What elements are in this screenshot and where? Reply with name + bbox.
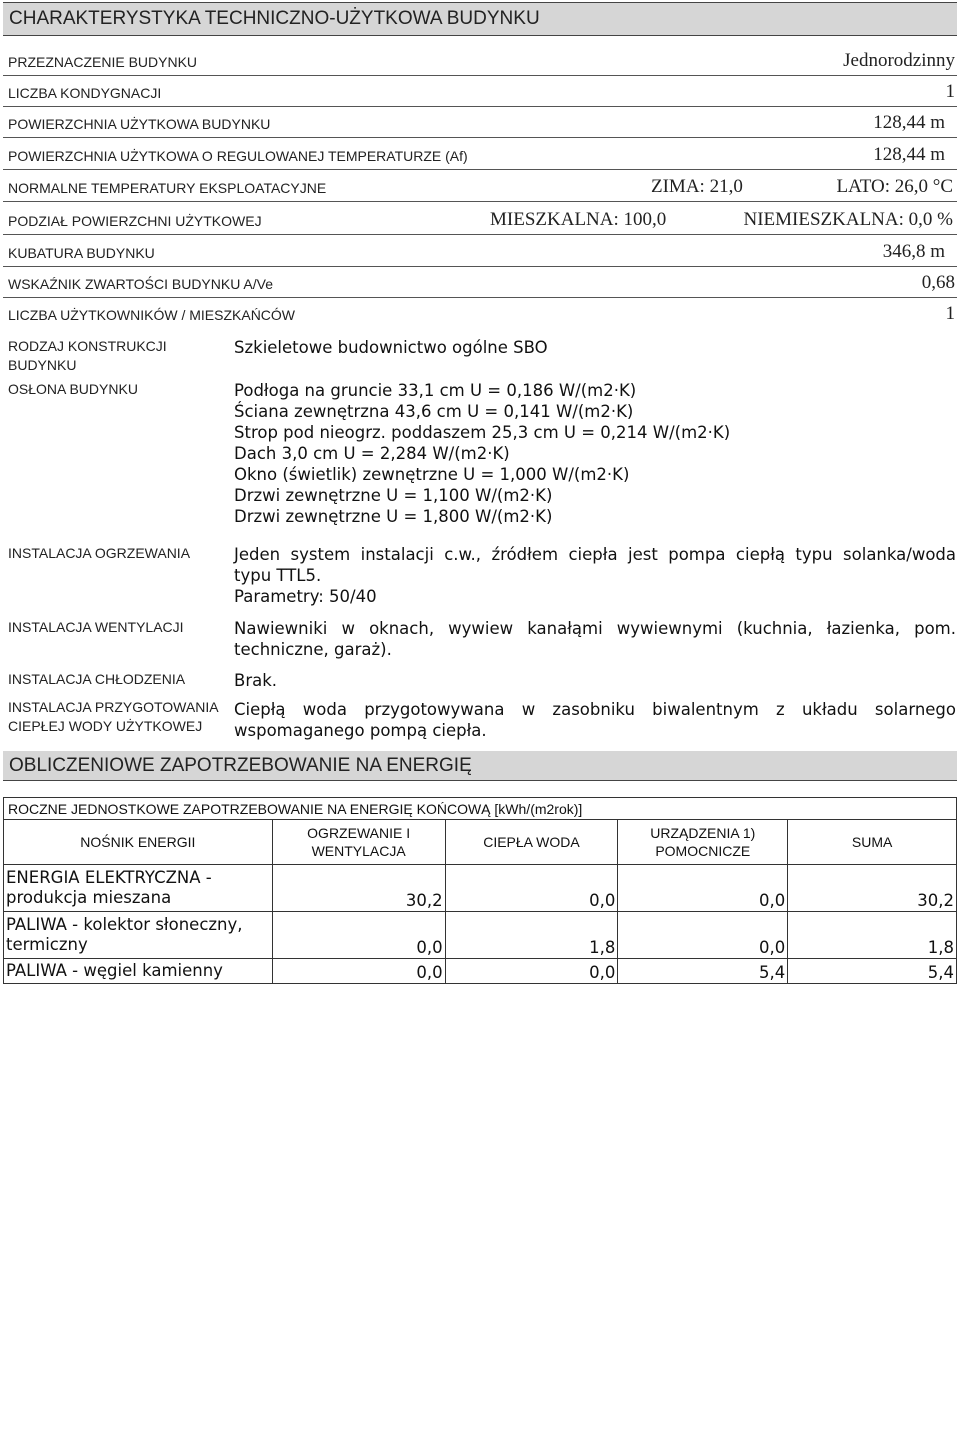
label-line: CIEPŁEJ WODY UŻYTKOWEJ (8, 718, 203, 734)
carrier-line: termiczny (6, 935, 88, 954)
row-volume (3, 236, 957, 267)
header-carrier: NOŚNIK ENERGII (4, 820, 273, 865)
section-title: OBLICZENIOWE ZAPOTRZEBOWANIE NA ENERGIĘ (9, 755, 472, 776)
envelope-list (234, 380, 956, 527)
construction-label (8, 337, 167, 375)
cooling-label: INSTALACJA CHŁODZENIA (8, 671, 186, 687)
hot-water-value (234, 699, 956, 741)
heating-cell: 30,2 (272, 865, 445, 912)
heating-value (234, 544, 956, 607)
envelope-item: Ściana zewnętrzna 43,6 cm U = 0,141 W/(m2·K) (234, 402, 634, 421)
heating-cell: 0,0 (272, 959, 445, 984)
heating-line: Parametry: 50/40 (234, 587, 377, 606)
row-value-nonresidential: NIEMIESZKALNA: 0,0 % (743, 209, 953, 230)
envelope-item: Drzwi zewnętrzne U = 1,800 W/(m2·K) (234, 507, 553, 526)
row-floor-count (3, 76, 957, 107)
carrier-cell (4, 912, 273, 959)
header-sum: SUMA (788, 820, 957, 865)
label-line: INSTALACJA PRZYGOTOWANIA (8, 699, 219, 715)
carrier-line: ENERGIA ELEKTRYCZNA - (6, 868, 212, 887)
row-compactness (3, 267, 957, 298)
label-line: BUDYNKU (8, 357, 77, 373)
row-occupants (3, 298, 957, 328)
hot-water-cell: 0,0 (445, 959, 618, 984)
hot-water-line: wspomaganego pompą ciepła. (234, 721, 487, 740)
row-label: LICZBA KONDYGNACJI (8, 85, 162, 101)
table-row (4, 959, 957, 984)
header-hot-water: CIEPŁA WODA (445, 820, 618, 865)
table-row (4, 865, 957, 912)
construction-value: Szkieletowe budownictwo ogólne SBO (234, 338, 548, 357)
row-value: 346,8 m (882, 241, 945, 262)
heating-line: Jeden system instalacji c.w., źródłem ciepła jest pompa ciepłą typu solanka/woda (234, 545, 956, 564)
hot-water-cell: 0,0 (445, 865, 618, 912)
row-value: 128,44 m (873, 144, 945, 165)
ventilation-line: Nawiewniki w oknach, wywiew kanałąmi wywiewnymi (kuchnia, łazienka, pom. (234, 619, 956, 638)
header-line: URZĄDZENIA 1) (650, 825, 756, 841)
envelope-label: OSŁONA BUDYNKU (8, 381, 138, 397)
carrier-line: PALIWA - kolektor słoneczny, (6, 915, 243, 934)
auxiliary-cell: 0,0 (618, 912, 788, 959)
energy-demand-table (3, 797, 957, 984)
row-building-purpose (3, 45, 957, 76)
cooling-value: Brak. (234, 671, 278, 690)
header-line: WENTYLACJA (311, 843, 406, 859)
carrier-line: produkcja mieszana (6, 888, 172, 907)
sum-cell: 1,8 (788, 912, 957, 959)
sum-cell: 30,2 (788, 865, 957, 912)
header-auxiliary (618, 820, 788, 865)
table-caption-row (4, 798, 957, 820)
table-header-row (4, 820, 957, 865)
row-label: POWIERZCHNIA UŻYTKOWA BUDYNKU (8, 116, 271, 132)
row-area-division (3, 204, 957, 235)
hot-water-cell: 1,8 (445, 912, 618, 959)
heating-label: INSTALACJA OGRZEWANIA (8, 545, 191, 561)
row-label: PRZEZNACZENIE BUDYNKU (8, 54, 198, 70)
envelope-item: Strop pod nieogrz. poddaszem 25,3 cm U = 0,214 W/(m2·K) (234, 423, 731, 442)
row-label: NORMALNE TEMPERATURY EKSPLOATACYJNE (8, 180, 327, 196)
envelope-item: Okno (świetlik) zewnętrzne U = 1,000 W/(m2·K) (234, 465, 630, 484)
row-value: 1 (945, 81, 955, 102)
heating-line: typu TTL5. (234, 566, 322, 585)
row-value-residential: MIESZKALNA: 100,0 (490, 209, 667, 230)
ventilation-value (234, 618, 956, 660)
row-label: POWIERZCHNIA UŻYTKOWA O REGULOWANEJ TEMPERATURZE (Af) (8, 148, 468, 164)
table-caption: ROCZNE JEDNOSTKOWE ZAPOTRZEBOWANIE NA ENERGIĘ KOŃCOWĄ [kWh/(m2rok)] (4, 798, 957, 820)
sum-cell: 5,4 (788, 959, 957, 984)
row-value: 128,44 m (873, 112, 945, 133)
ventilation-line: techniczne, garaż). (234, 640, 392, 659)
row-operating-temperatures (3, 171, 957, 202)
carrier-cell (4, 865, 273, 912)
row-label: LICZBA UŻYTKOWNIKÓW / MIESZKAŃCÓW (8, 307, 296, 323)
header-line: POMOCNICZE (655, 843, 751, 859)
carrier-cell (4, 959, 273, 984)
row-regulated-area (3, 139, 957, 170)
row-value: Jednorodzinny (843, 50, 955, 71)
row-label: KUBATURA BUDYNKU (8, 245, 155, 261)
row-value: 1 (945, 303, 955, 324)
row-usable-area (3, 107, 957, 138)
hot-water-label (8, 698, 219, 736)
header-heating (272, 820, 445, 865)
characteristics-section-header (3, 2, 957, 36)
heating-cell: 0,0 (272, 912, 445, 959)
envelope-item: Dach 3,0 cm U = 2,284 W/(m2·K) (234, 444, 510, 463)
ventilation-label: INSTALACJA WENTYLACJI (8, 619, 184, 635)
envelope-item: Drzwi zewnętrzne U = 1,100 W/(m2·K) (234, 486, 553, 505)
row-value-summer: LATO: 26,0 °C (836, 176, 953, 197)
row-value-winter: ZIMA: 21,0 (651, 176, 743, 197)
carrier-line: PALIWA - węgiel kamienny (6, 961, 223, 980)
row-label: WSKAŹNIK ZWARTOŚCI BUDYNKU A/Ve (8, 276, 274, 292)
row-value: 0,68 (921, 272, 955, 293)
header-line: OGRZEWANIE I (307, 825, 411, 841)
label-line: RODZAJ KONSTRUKCJI (8, 338, 167, 354)
auxiliary-cell: 0,0 (618, 865, 788, 912)
envelope-item: Podłoga na gruncie 33,1 cm U = 0,186 W/(m2·K) (234, 381, 637, 400)
table-row (4, 912, 957, 959)
auxiliary-cell: 5,4 (618, 959, 788, 984)
row-label: PODZIAŁ POWIERZCHNI UŻYTKOWEJ (8, 213, 262, 229)
section-title: CHARAKTERYSTYKA TECHNICZNO-UŻYTKOWA BUDYNKU (9, 8, 540, 29)
hot-water-line: Ciepłą woda przygotowywana w zasobniku biwalentnym z układu solarnego (234, 700, 956, 719)
energy-section-header (3, 751, 957, 781)
